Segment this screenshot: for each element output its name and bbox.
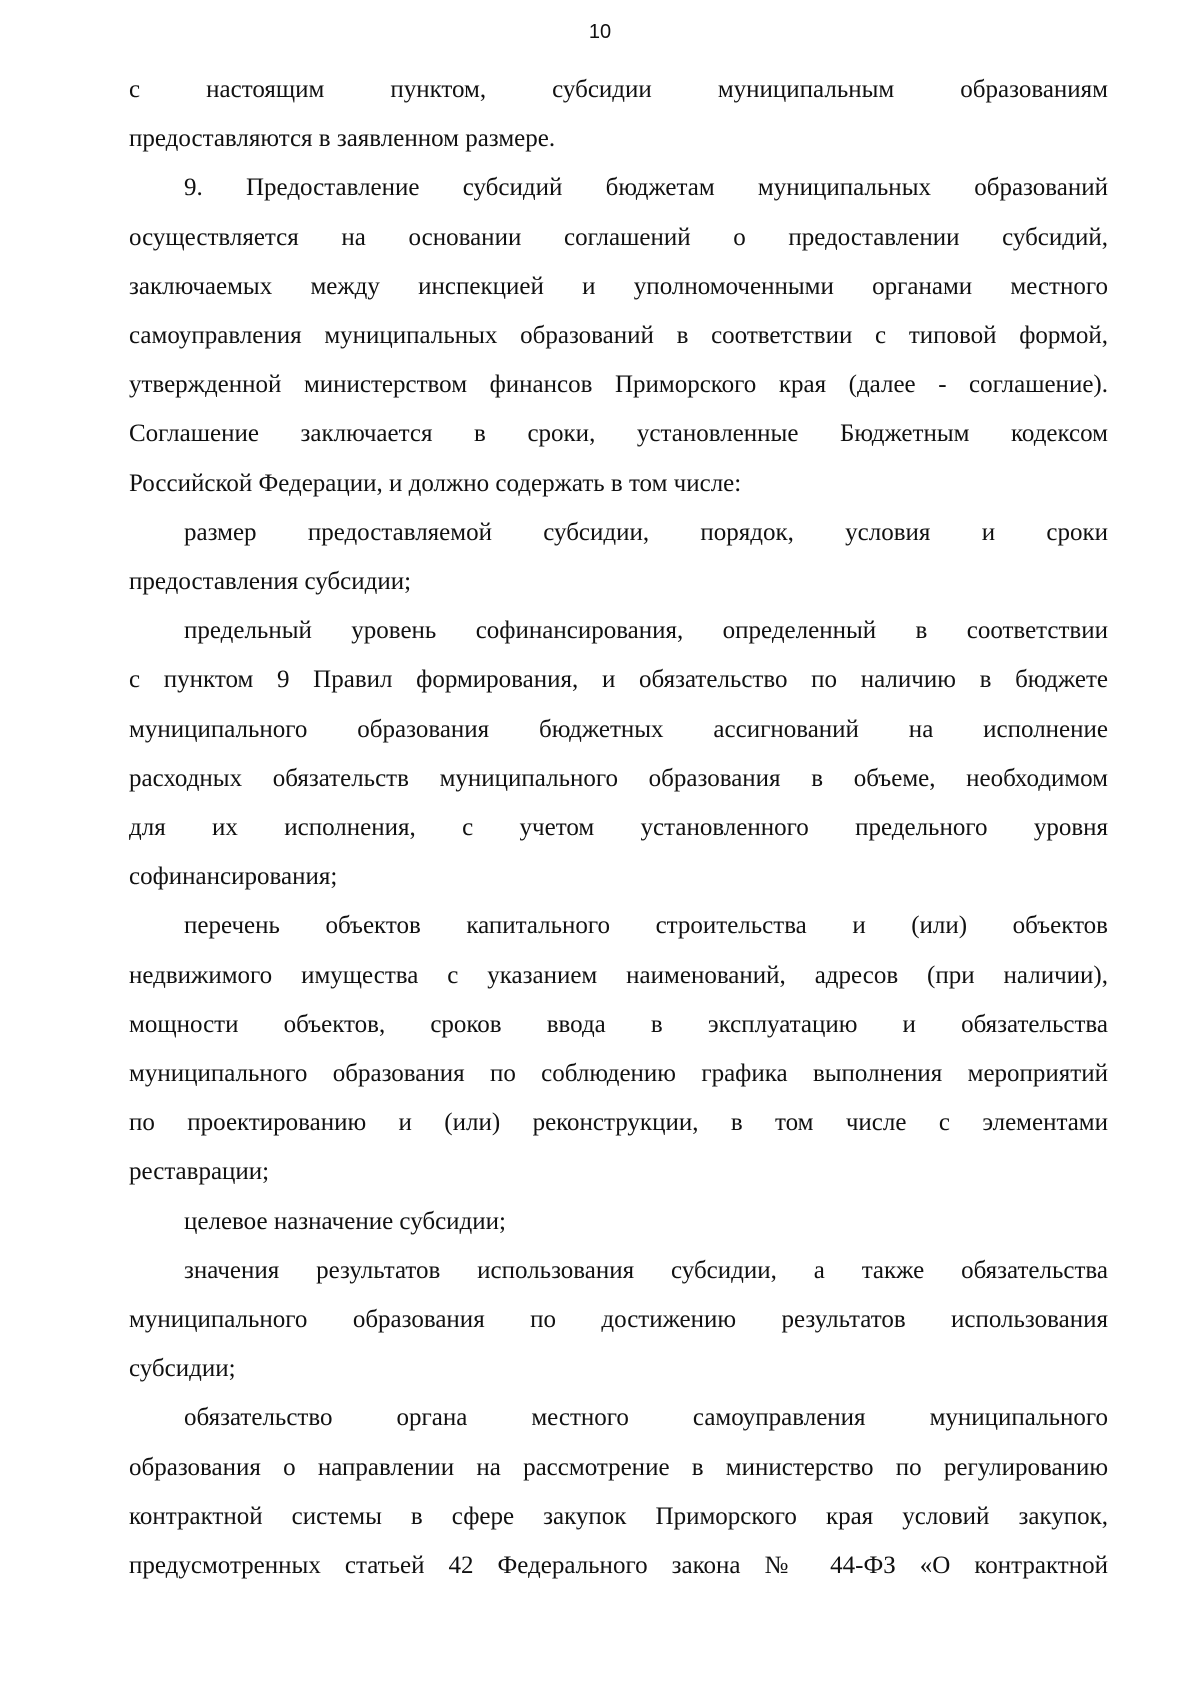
text-line: предоставляются в заявленном размере. xyxy=(129,125,556,153)
paragraph-item-9 xyxy=(129,163,1108,507)
text-line: самоуправления муниципальных образований в соответствии с типовой формой, xyxy=(129,322,1108,350)
text-line: образования о направлении на рассмотрение в министерство по регулированию xyxy=(129,1453,1108,1481)
text-line: обязательство органа местного самоуправления муниципального xyxy=(184,1404,1108,1432)
text-line: значения результатов использования субсидии, а также обязательства xyxy=(184,1256,1108,1284)
text-line: мощности объектов, сроков ввода в эксплуатацию и обязательства xyxy=(129,1010,1108,1038)
page-number: 10 xyxy=(588,21,612,43)
paragraph-objects-list xyxy=(129,901,1108,1196)
text-line: осуществляется на основании соглашений о предоставлении субсидий, xyxy=(129,223,1108,251)
text-line: по проектированию и (или) реконструкции, в том числе с элементами xyxy=(129,1109,1108,1137)
text-line: Российской Федерации, и должно содержать в том числе: xyxy=(129,469,742,497)
text-line: целевое назначение субсидии; xyxy=(184,1207,506,1235)
paragraph-continuation xyxy=(129,65,1108,163)
text-line: софинансирования; xyxy=(129,863,338,891)
text-line: муниципального образования бюджетных ассигнований на исполнение xyxy=(129,715,1108,743)
text-line: с пунктом 9 Правил формирования, и обязательство по наличию в бюджете xyxy=(129,666,1108,694)
text-line: предусмотренных статьей 42 Федерального закона № 44-ФЗ «О контрактной xyxy=(129,1552,1108,1580)
text-line: Соглашение заключается в сроки, установленные Бюджетным кодексом xyxy=(129,420,1108,448)
paragraph-results xyxy=(129,1246,1108,1394)
text-line: перечень объектов капитального строительства и (или) объектов xyxy=(184,912,1108,940)
text-line: размер предоставляемой субсидии, порядок, условия и сроки xyxy=(184,518,1108,546)
text-line: с настоящим пунктом, субсидии муниципальным образованиям xyxy=(129,76,1108,103)
text-line: реставрации; xyxy=(129,1158,270,1186)
text-line: муниципального образования по достижению результатов использования xyxy=(129,1306,1108,1334)
text-line: недвижимого имущества с указанием наименований, адресов (при наличии), xyxy=(129,961,1108,989)
document-body xyxy=(129,65,1108,1590)
text-line: заключаемых между инспекцией и уполномоченными органами местного xyxy=(129,272,1108,300)
text-line: субсидии; xyxy=(129,1355,236,1383)
text-line: контрактной системы в сфере закупок Приморского края условий закупок, xyxy=(129,1502,1108,1530)
text-line: утвержденной министерством финансов Приморского края (далее - соглашение). xyxy=(129,371,1108,399)
text-line: расходных обязательств муниципального образования в объеме, необходимом xyxy=(129,764,1108,792)
paragraph-purpose xyxy=(129,1197,1108,1246)
text-line: предельный уровень софинансирования, определенный в соответствии xyxy=(184,617,1108,645)
text-line: муниципального образования по соблюдению графика выполнения мероприятий xyxy=(129,1060,1108,1088)
text-line: 9. Предоставление субсидий бюджетам муниципальных образований xyxy=(184,174,1108,202)
paragraph-subsidy-size xyxy=(129,508,1108,606)
text-line: предоставления субсидии; xyxy=(129,568,412,596)
paragraph-obligation xyxy=(129,1393,1108,1590)
text-line: для их исполнения, с учетом установленного предельного уровня xyxy=(129,814,1108,842)
paragraph-cofinancing-level xyxy=(129,606,1108,901)
